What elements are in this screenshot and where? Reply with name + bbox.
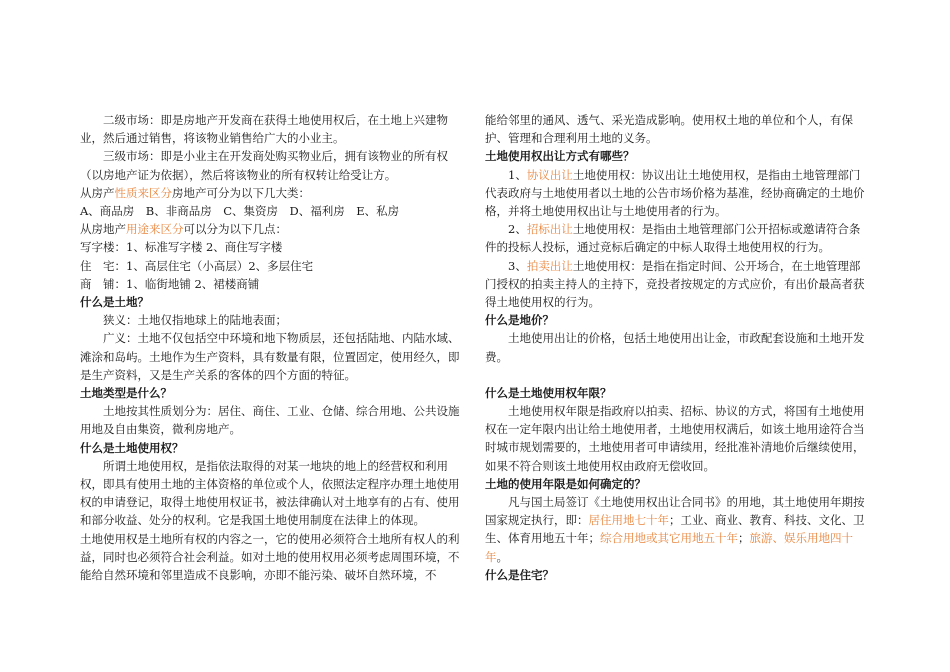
text: 可以分为以下几点： [183,222,287,237]
highlight-text: 旅游、娱乐用地四十年 [485,531,853,564]
heading-what-is-residence: 什么是住宅？ [485,567,554,582]
continued-paragraph: 能给邻里的通风、透气、采光造成影响。使用权土地的单位和个人，有保护、管理和合理利用土地的义务。 [485,113,853,146]
text: ； [738,531,750,546]
land-price-paragraph: 土地使用出让的价格，包括土地使用出让金，市政配套设施和土地开发费。 [485,331,865,364]
text: 房地产可分为以下几大类： [172,185,310,200]
land-use-right-ownership-paragraph: 土地使用权是土地所有权的内容之一，它的使用必须符合土地所有权人的利益，同时也必须符合社会利益。如对土地的使用权用必须考虑周围环境，不能给自然环境和邻里造成不良影响，亦即不能污染、破坏自然环境，不 [80,531,460,583]
text: 凡与国土局签订《土地使用权出让合同书》的用地，其土地使用年期按国家规定执行，即： [485,495,865,528]
heading-land-use-right: 什么是土地使用权？ [80,440,184,455]
text: 。 [496,549,508,564]
text: 从房地产 [80,222,126,237]
text: 土地使用权：是指由土地管理部门公开招标或邀请符合条件的投标人投标，通过竞标后确定的中标人取得土地使用权的行为。 [485,222,861,255]
land-narrow-definition: 狭义：土地仅指地球上的陆地表面； [103,313,287,328]
agreement-transfer-paragraph [485,166,869,221]
text: ；工业、商业、教育、科技、文化、卫生、体育用地五十年； [485,513,865,546]
highlight-text: 居住用地七十年 [588,513,669,528]
left-column [80,111,464,584]
text: 2、 [508,222,527,237]
blank-line [485,366,869,384]
use-term-paragraph: 土地使用权年限是指政府以拍卖、招标、协议的方式，将国有土地使用权在一定年限内出让给土地使用者，土地使用权满后，如该土地用途符合当时城市规划需要的，土地使用者可申请续用，经批准补清地价后继续使用，如果不符合则该土地使用权由政府无偿收回。 [485,404,865,473]
heading-land-types: 土地类型是什么？ [80,386,172,401]
property-nature-intro [80,184,464,202]
highlight-text: 招标出让 [526,222,573,237]
text: 土地使用权：是指在指定时间、公开场合，在土地管理部门授权的拍卖主持人的主持下，竞投者按规定的方式应价，有出价最高者获得土地使用权的行为。 [485,258,865,310]
heading-transfer-methods: 土地使用权出让方式有哪些？ [485,149,635,164]
property-type-list: A、商品房 B、非商品房 C、集资房 D、福利房 E、私房 [80,204,400,219]
secondary-market-paragraph: 二级市场：即是房地产开发商在获得土地使用权后，在土地上兴建物业，然后通过销售，将该物业销售给广大的小业主。 [80,113,448,146]
highlight-text: 拍卖出让 [526,258,573,273]
highlight-text: 性质来区分 [114,185,172,200]
text: 从房产 [80,185,115,200]
right-column [485,111,869,584]
residential-types: 住 宅：1、高层住宅（小高层）2、多层住宅 [80,258,314,273]
highlight-text: 综合用地或其它用地五十年 [600,531,738,546]
land-use-right-paragraph: 所谓土地使用权，是指依法取得的对某一地块的地上的经营权和利用权，即具有使用土地的主体资格的单位或个人，依照法定程序办理土地使用权的申请登记，取得土地使用权证书，被法律确认对土地享有的占有、使用和部分收益、处分的权利。它是我国土地使用制度在法律上的体现。 [80,458,460,528]
text: 土地使用权：协议出让土地使用权，是指由土地管理部门代表政府与土地使用者以土地的公告市场价格为基准，经协商确定的土地价格，并将土地使用权出让与土地使用者的行为。 [485,167,865,219]
heading-land-price: 什么是地价？ [485,313,554,328]
tender-transfer-paragraph [485,220,869,256]
heading-use-term: 什么是土地使用权年限？ [485,385,612,400]
property-use-intro [80,220,464,238]
heading-what-is-land: 什么是土地？ [80,295,149,310]
highlight-text: 用途来区分 [126,222,184,237]
office-types: 写字楼：1、标准写字楼 2、商住写字楼 [80,240,283,255]
land-types-paragraph: 土地按其性质划分为：居住、商住、工业、仓储、综合用地、公共设施用地及自由集资，微利房地产。 [80,404,460,437]
tertiary-market-paragraph: 三级市场：即是小业主在开发商处购买物业后，拥有该物业的所有权（以房地产证为依据），然后将该物业的所有权转让给受让方。 [80,149,448,182]
shop-types: 商 铺：1、临街地铺 2、裙楼商铺 [80,276,260,291]
term-determination-paragraph [485,493,869,566]
auction-transfer-paragraph [485,257,869,312]
text: 1、 [508,167,527,182]
heading-term-determination: 土地的使用年限是如何确定的？ [485,476,646,491]
highlight-text: 协议出让 [526,167,573,182]
text: 3、 [508,258,527,273]
land-broad-definition: 广义：土地不仅包括空中环境和地下物质层，还包括陆地、内陆水域、滩涂和岛屿。土地作为生产资料，具有数量有限，位置固定，使用经久，即是生产资料，又是生产关系的客体的四个方面的特征。 [80,331,460,382]
